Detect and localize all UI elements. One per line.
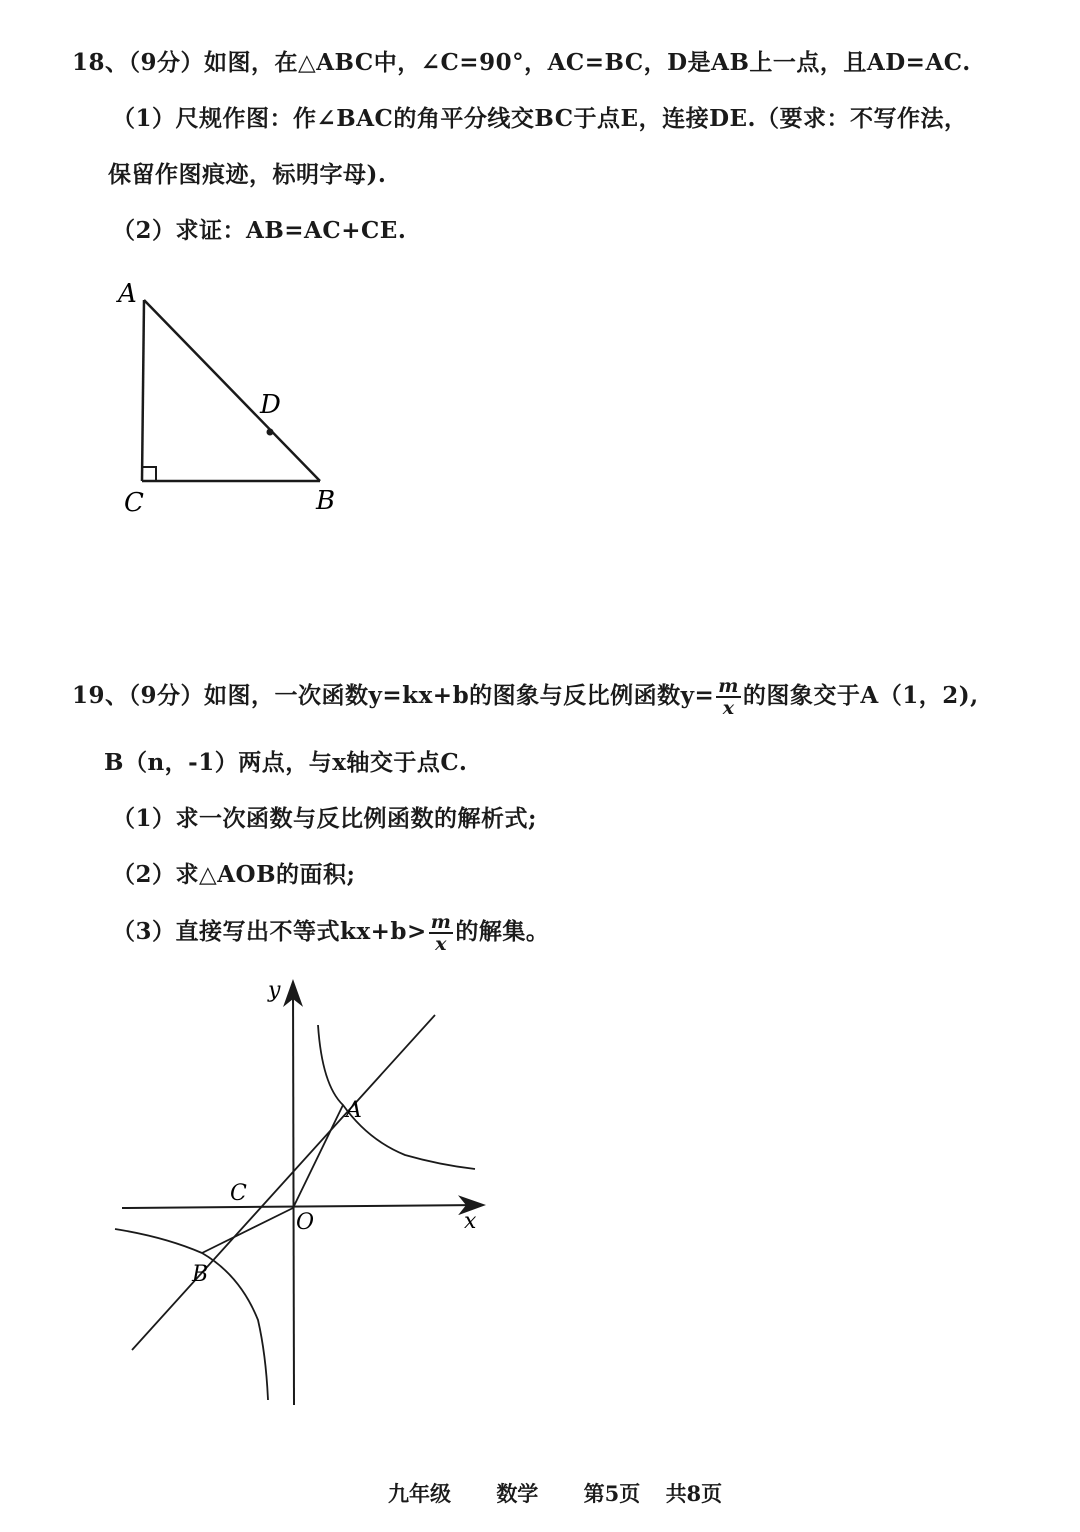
q19-part3-after: 的解集。 (455, 918, 550, 945)
label-b: B (192, 1262, 209, 1287)
q18-part1-line1: （1）尺规作图：作∠BAC的角平分线交BC于点E，连接DE.（要求：不写作法， (112, 105, 968, 132)
q19-part3 (112, 912, 549, 954)
q18-label-a: A (118, 279, 137, 309)
q18-label-b: B (316, 486, 336, 516)
label-o: O (296, 1210, 315, 1235)
q19-part3-before: （3）直接写出不等式kx+b> (112, 918, 427, 945)
q19-stem-before: 19、（9分）如图，一次函数y=kx+b的图象与反比例函数y= (72, 682, 715, 709)
q19-frac-num: m (718, 675, 739, 697)
q18-label-d: D (260, 390, 281, 420)
x-axis (122, 1205, 482, 1208)
hyperbola-first-quadrant (318, 1025, 475, 1169)
q18-part1-line2: 保留作图痕迹，标明字母). (108, 161, 387, 188)
q19-frac-den: x (722, 697, 735, 719)
label-c: C (230, 1181, 247, 1206)
q19-stem-line2: B（n，-1）两点，与x轴交于点C. (104, 749, 468, 776)
segment-ob (202, 1208, 293, 1253)
q18-triangle-figure (110, 275, 370, 525)
q19-graph-figure (110, 975, 510, 1405)
label-x: x (464, 1209, 477, 1234)
q19-stem-after: 的图象交于A（1，2), (742, 682, 979, 709)
q18-stem: 18、（9分）如图，在△ABC中，∠C=90°，AC=BC，D是AB上一点，且AD=AC. (72, 49, 971, 76)
label-a: A (346, 1098, 362, 1123)
footer-page: 第5页 (583, 1481, 641, 1506)
segment-oa (293, 1105, 343, 1208)
linear-function-line (132, 1015, 435, 1350)
footer-subject: 数学 (496, 1481, 539, 1506)
y-axis (293, 983, 294, 1405)
q19-part2: （2）求△AOB的面积; (112, 861, 356, 888)
label-y: y (268, 978, 281, 1003)
footer-total: 共8页 (665, 1481, 723, 1506)
page-footer (388, 1478, 760, 1508)
q19-stem (72, 676, 979, 718)
q19-part1: （1）求一次函数与反比例函数的解析式; (112, 805, 537, 832)
hyperbola-third-quadrant (115, 1229, 268, 1400)
q19-part3-fraction: $\frac{m}{x}$ (430, 911, 452, 955)
q18-part2: （2）求证：AB=AC+CE. (112, 217, 407, 244)
footer-grade: 九年级 (388, 1481, 451, 1506)
q19-fraction (716, 676, 741, 718)
q18-label-c: C (124, 488, 144, 518)
